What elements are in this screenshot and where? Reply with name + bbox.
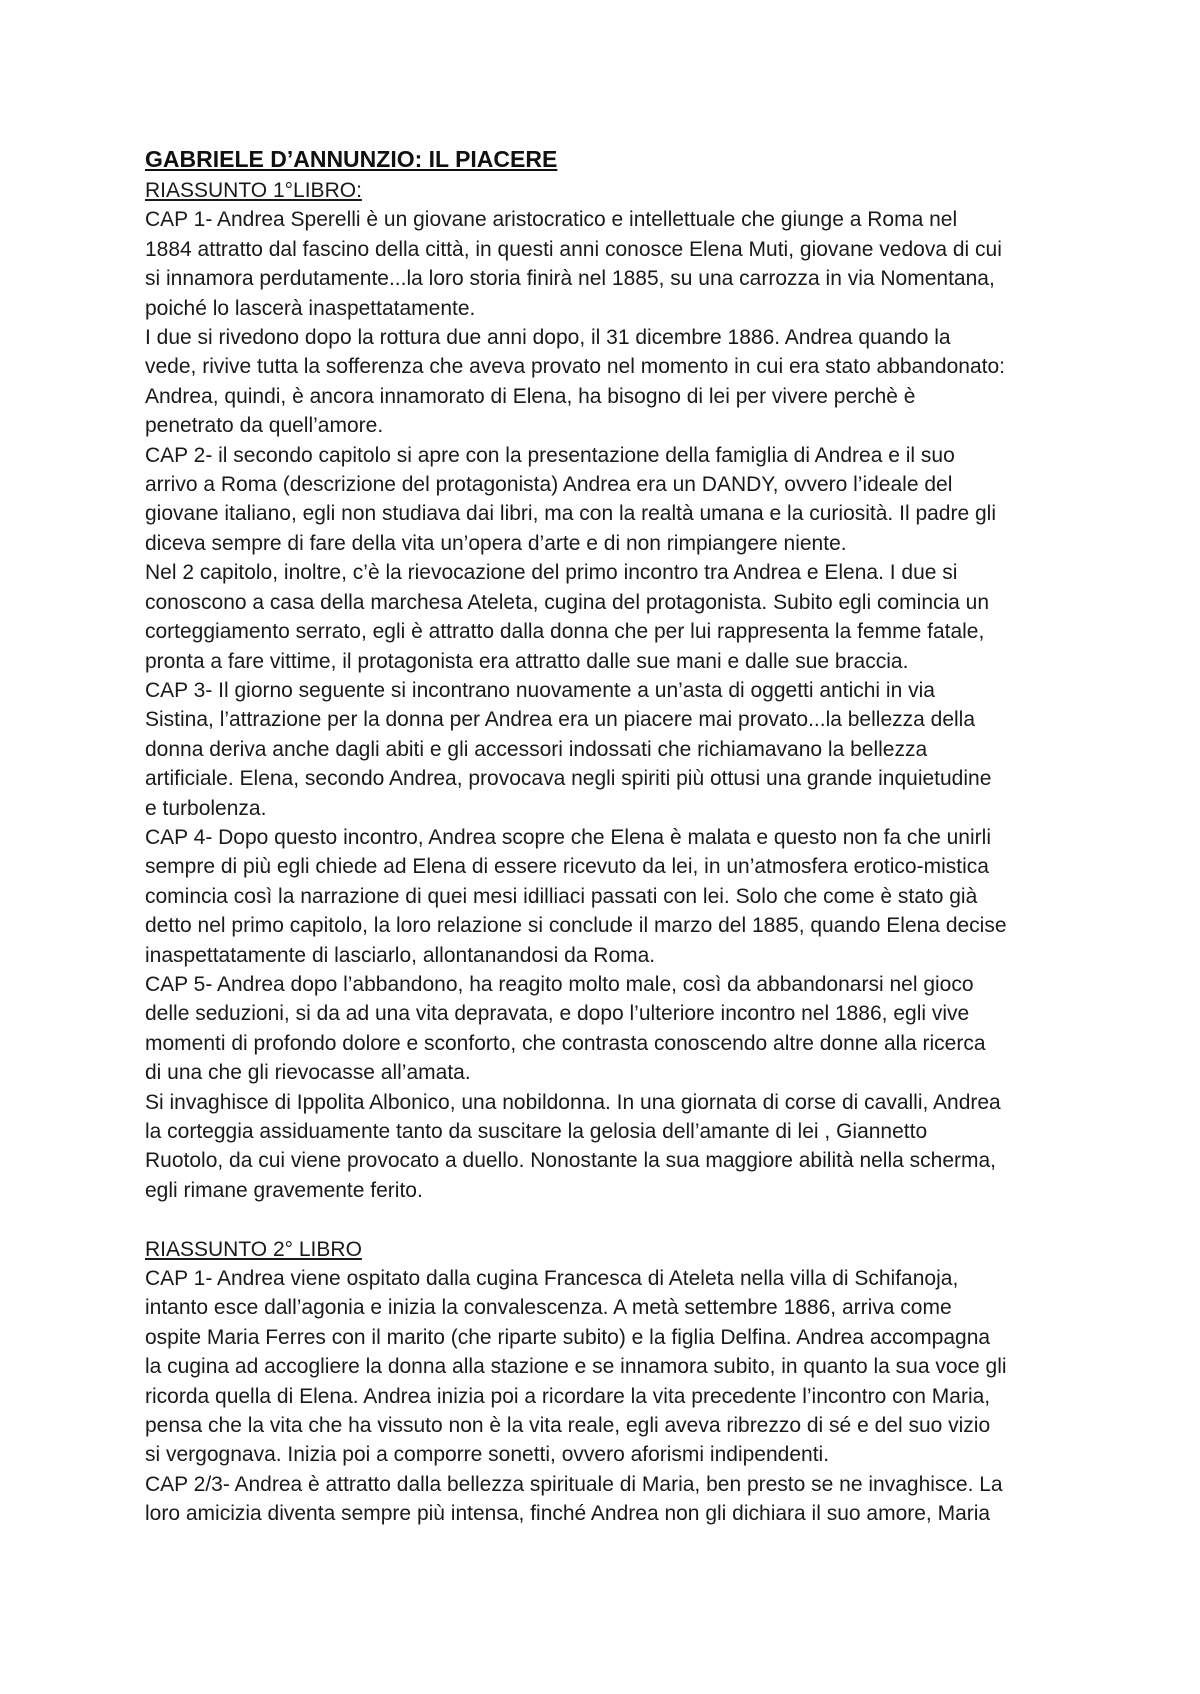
paragraph-book1-ippolita: Si invaghisce di Ippolita Albonico, una nobildonna. In una giornata di corse di cavalli, Andrea la corteggia assiduamente tanto da suscitare la gelosia dell’amante di lei , Giannetto Ruotolo, da cui viene provocato a duello. Nonostante la sua maggiore abilità nella scherma, egli rimane gravemente ferito. xyxy=(145,1090,1001,1202)
paragraph-book1-first-meeting: Nel 2 capitolo, inoltre, c’è la rievocazione del primo incontro tra Andrea e Elena. I due si conoscono a casa della marchesa Ateleta, cugina del protagonista. Subito egli comincia un corteggiamento serrato, egli è attratto dalla donna che per lui rappresenta la femme fatale, pronta a fare vittime, il protagonista era attratto dalle sue mani e dalle sue braccia. xyxy=(145,561,990,673)
paragraph-book2-cap2-3: CAP 2/3- Andrea è attratto dalla bellezza spirituale di Maria, ben presto se ne invaghisce. La loro amicizia diventa sempre più intensa, finché Andrea non gli dichiara il suo amore, Maria xyxy=(145,1472,1003,1526)
paragraph-book2-cap1: CAP 1- Andrea viene ospitato dalla cugina Francesca di Ateleta nella villa di Schifanoja, intanto esce dall’agonia e inizia la convalescenza. A metà settembre 1886, arriva come ospite Maria Ferres con il marito (che riparte subito) e la figlia Delfina. Andrea accompagna la cugina ad accogliere la donna alla stazione e se innamora subito, in quanto la sua voce gli ricorda quella di Elena. Andrea inizia poi a ricordare la vita precedente l’incontro con Maria, pensa che la vita che ha vissuto non è la vita reale, egli aveva ribrezzo di sé e del suo vizio si vergognava. Inizia poi a comporre sonetti, ovvero aforismi indipendenti. xyxy=(145,1267,1007,1467)
paragraph-book1-cap1: CAP 1- Andrea Sperelli è un giovane aristocratico e intellettuale che giunge a Roma nel 1884 attratto dal fascino della città, in questi anni conosce Elena Muti, giovane vedova di cui si innamora perdutamente...la loro storia finirà nel 1885, su una carrozza in via Nomentana, poiché lo lascerà inaspettatamente. xyxy=(145,208,1002,320)
document-page xyxy=(145,142,1065,1529)
paragraph-book1-cap2: CAP 2- il secondo capitolo si apre con la presentazione della famiglia di Andrea e il suo arrivo a Roma (descrizione del protagonista) Andrea era un DANDY, ovvero l’ideale del giovane italiano, egli non studiava dai libri, ma con la realtà umana e la curiosità. Il padre gli diceva sempre di fare della vita un’opera d’arte e di non rimpiangere niente. xyxy=(145,443,996,555)
paragraph-book1-reunion: I due si rivedono dopo la rottura due anni dopo, il 31 dicembre 1886. Andrea quando la vede, rivive tutta la sofferenza che aveva provato nel momento in cui era stato abbandonato: Andrea, quindi, è ancora innamorato di Elena, ha bisogno di lei per vivere perchè è penetrato da quell’amore. xyxy=(145,326,1005,438)
document-title: GABRIELE D’ANNUNZIO: IL PIACERE xyxy=(145,146,558,172)
paragraph-book1-cap4: CAP 4- Dopo questo incontro, Andrea scopre che Elena è malata e questo non fa che unirli sempre di più egli chiede ad Elena di essere ricevuto da lei, in un’atmosfera erotico-mistica comincia così la narrazione di quei mesi idilliaci passati con lei. Solo che come è stato già detto nel primo capitolo, la loro relazione si conclude il marzo del 1885, quando Elena decise inaspettatamente di lasciarlo, allontanandosi da Roma. xyxy=(145,825,1007,967)
section-heading-book-2: RIASSUNTO 2° LIBRO xyxy=(145,1237,362,1261)
section-heading-book-1: RIASSUNTO 1°LIBRO: xyxy=(145,179,362,202)
paragraph-book1-cap3: CAP 3- Il giorno seguente si incontrano nuovamente a un’asta di oggetti antichi in via Sistina, l’attrazione per la donna per Andrea era un piacere mai provato...la bellezza della donna deriva anche dagli abiti e gli accessori indossati che richiamavano la bellezza artificiale. Elena, secondo Andrea, provocava negli spiriti più ottusi una grande inquietudine e turbolenza. xyxy=(145,678,992,820)
paragraph-book1-cap5: CAP 5- Andrea dopo l’abbandono, ha reagito molto male, così da abbandonarsi nel gioco delle seduzioni, si da ad una vita depravata, e dopo l’ulteriore incontro nel 1886, egli vive momenti di profondo dolore e sconforto, che contrasta conoscendo altre donne alla ricerca di una che gli rievocasse all’amata. xyxy=(145,972,986,1085)
